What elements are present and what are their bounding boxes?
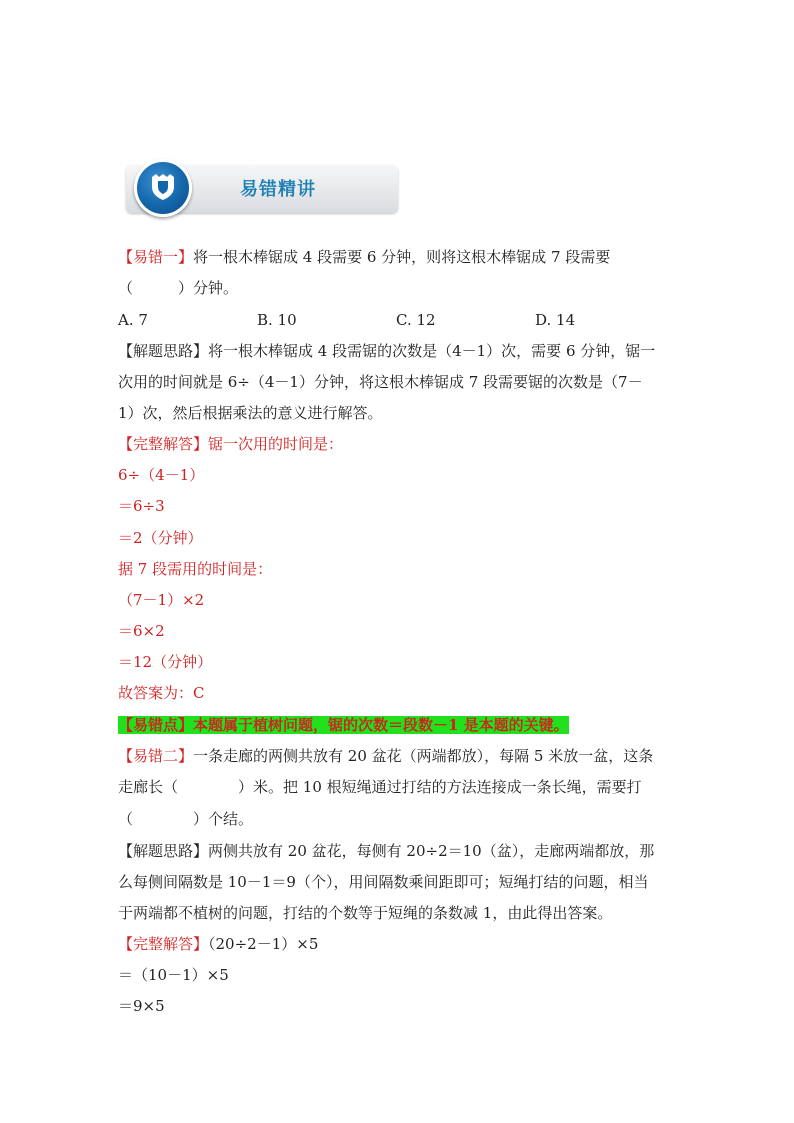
q1-analysis-1: 将一根木棒锯成 4 段需锯的次数是（4－1）次，需要 6 分钟，锯一 <box>208 342 656 360</box>
q1-analysis-line-1 <box>118 340 655 362</box>
q1-point-tag: 【易错点】 <box>118 716 194 734</box>
q1-analysis-2: 次用的时间就是 6÷（4－1）分钟，将这根木棒锯成 7 段需要锯的次数是（7－ <box>118 373 643 391</box>
q1-line-1 <box>118 246 610 268</box>
q2-analysis-line-1 <box>118 840 654 862</box>
q1-step-4: 据 7 段需用的时间是： <box>118 560 273 578</box>
q1-answer-head: 锯一次用的时间是： <box>208 435 344 453</box>
q1-point-text: 本题属于植树问题，锯的次数＝段数－1 是本题的关键。 <box>193 716 569 734</box>
q2-answer-tag: 【完整解答】 <box>118 935 209 953</box>
q2-step-1: ＝（10－1）×5 <box>118 966 229 984</box>
q1-step-2: ＝6÷3 <box>118 497 165 515</box>
q2-text-3: （ ）个结。 <box>118 810 254 828</box>
q1-step-6: ＝6×2 <box>118 622 165 640</box>
q2-answer-head: （20÷2－1）×5 <box>208 935 319 953</box>
q1-text-1: 将一根木棒锯成 4 段需要 6 分钟，则将这根木棒锯成 7 段需要 <box>193 248 611 266</box>
q1-option-c: C. 12 <box>396 311 436 329</box>
q1-text-2: （ ）分钟。 <box>118 279 239 297</box>
q1-answer-line <box>118 433 343 455</box>
q1-tag: 【易错一】 <box>118 248 194 266</box>
q1-step-3: ＝2（分钟） <box>118 529 203 547</box>
q1-answer-tag: 【完整解答】 <box>118 435 209 453</box>
shield-icon <box>150 173 176 201</box>
q2-step-2: ＝9×5 <box>118 997 165 1015</box>
q1-key-point <box>118 714 569 736</box>
q2-analysis-2: 么每侧间隔数是 10－1＝9（个），用间隔数乘间距即可；短绳打结的问题，相当 <box>118 873 649 891</box>
q1-step-1: 6÷（4－1） <box>118 466 205 484</box>
q1-step-5: （7－1）×2 <box>118 591 205 609</box>
q2-analysis-1: 两侧共放有 20 盆花，每侧有 20÷2＝10（盆），走廊两端都放，那 <box>208 842 655 860</box>
q2-tag: 【易错二】 <box>118 747 194 765</box>
q1-option-d: D. 14 <box>535 311 576 329</box>
q2-analysis-3: 于两端都不植树的问题，打结的个数等于短绳的条数减 1，由此得出答案。 <box>118 904 613 922</box>
badge <box>134 159 192 217</box>
q2-analysis-tag: 【解题思路】 <box>118 842 209 860</box>
q1-step-8: 故答案为：C <box>118 684 205 702</box>
q1-analysis-tag: 【解题思路】 <box>118 342 209 360</box>
q2-text-2: 走廊长（ ）米。把 10 根短绳通过打结的方法连接成一条长绳，需要打 <box>118 778 642 796</box>
q1-option-a: A. 7 <box>118 311 148 329</box>
q2-text-1: 一条走廊的两侧共放有 20 盆花（两端都放），每隔 5 米放一盆，这条 <box>193 747 654 765</box>
q2-line-1 <box>118 745 653 767</box>
q2-answer-line <box>118 933 318 955</box>
q1-analysis-3: 1）次，然后根据乘法的意义进行解答。 <box>118 404 383 422</box>
q1-step-7: ＝12（分钟） <box>118 653 213 671</box>
q1-option-b: B. 10 <box>257 311 297 329</box>
section-title: 易错精讲 <box>240 179 316 200</box>
